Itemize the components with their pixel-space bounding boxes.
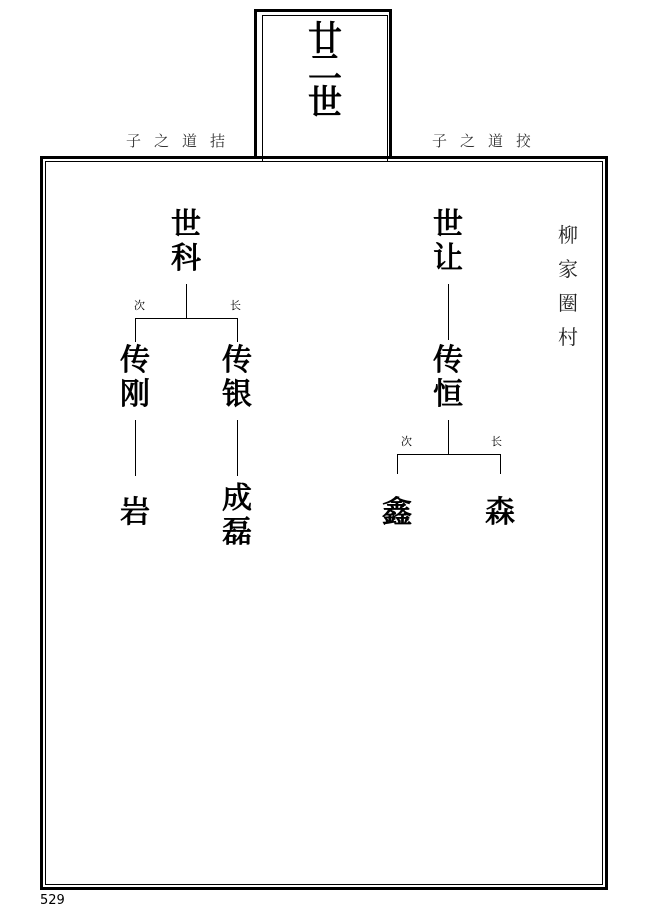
connector-line xyxy=(448,420,449,454)
person-shirang xyxy=(428,208,468,276)
name-char: 传 xyxy=(222,343,252,378)
connector-line xyxy=(135,318,136,342)
name-char: 鑫 xyxy=(382,495,412,530)
name-char: 刚 xyxy=(120,377,150,412)
name-char: 成 xyxy=(222,481,252,516)
name-char: 银 xyxy=(222,377,252,412)
person-shike xyxy=(166,208,206,276)
order-label-elder: 长 xyxy=(230,299,241,312)
right-relation-label: 子之道挍 xyxy=(432,132,545,150)
connector-line xyxy=(186,284,187,318)
connector-line xyxy=(237,318,238,342)
name-char: 恒 xyxy=(433,377,463,412)
connector-line xyxy=(500,454,501,474)
village-char: 柳 xyxy=(558,223,578,247)
left-relation-label: 子之道拮 xyxy=(126,132,239,150)
name-char: 世 xyxy=(433,207,463,242)
name-char: 科 xyxy=(171,241,201,276)
village-char: 家 xyxy=(558,257,578,281)
person-sen xyxy=(480,496,520,530)
connector-line xyxy=(237,420,238,476)
person-xin xyxy=(377,496,417,530)
generation-char-1: 廿 xyxy=(308,19,342,59)
generation-char-3: 世 xyxy=(308,83,342,123)
name-char: 岩 xyxy=(120,495,150,530)
person-yan xyxy=(115,496,155,530)
connector-line xyxy=(135,420,136,476)
person-chuanheng xyxy=(428,344,468,412)
village-char: 村 xyxy=(558,325,578,349)
connector-line xyxy=(397,454,501,455)
connector-line xyxy=(135,318,238,319)
person-chenglei xyxy=(217,482,257,550)
person-chuanyin xyxy=(217,344,257,412)
village-char: 圈 xyxy=(558,291,578,315)
name-char: 世 xyxy=(171,207,201,242)
connector-line xyxy=(448,284,449,340)
name-char: 让 xyxy=(433,241,463,276)
order-label-younger: 次 xyxy=(134,299,145,312)
connector-line xyxy=(397,454,398,474)
name-char: 传 xyxy=(120,343,150,378)
name-char: 森 xyxy=(485,495,515,530)
name-char: 磊 xyxy=(222,515,252,550)
person-chuangang xyxy=(115,344,155,412)
order-label-elder: 长 xyxy=(491,435,502,448)
page-number: 529 xyxy=(40,893,65,908)
order-label-younger: 次 xyxy=(401,435,412,448)
generation-char-2: 二 xyxy=(308,48,342,88)
name-char: 传 xyxy=(433,343,463,378)
village-label xyxy=(553,218,583,354)
